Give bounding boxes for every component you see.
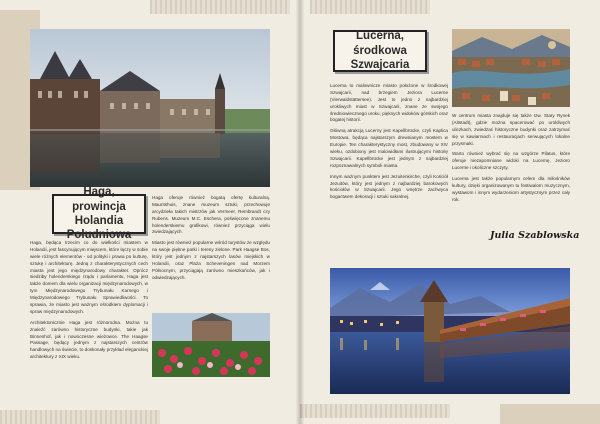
right-page: [300, 0, 600, 424]
lucerne-chapel-bridge-photo: [330, 268, 570, 394]
author-signature: Julia Szablowska: [490, 230, 580, 241]
hague-text-col1: [30, 240, 148, 365]
lucerne-paragraph: Innym ważnym punktem jest Jezuitenkirche, czyli Kościół Jezuitów, który jest jednym z najbardziej barokowych kościołów w Szwajcarii. Jego wnętrze zachwyca bogactwem dekoracji i sztuki sakralnej.: [330, 173, 448, 200]
torn-newsprint-bottom: [0, 410, 160, 424]
lucerne-text-col1: [330, 83, 448, 205]
hague-title-line2: Holandia Południowa: [66, 215, 132, 242]
hague-paragraph: Miasto jest również popularne wśród turystów ze względu na swoje piękne parki i tereny zielone. Park Haagse Bos, który jest jednym z najstarszych lasów miejskich w Holandii, oraz Plaża Scheveningen nad Morzem Północnym, przyciągają zarówno mieszkańców, jak i odwiedzających.: [152, 240, 270, 280]
lucerne-text-col2: [452, 113, 570, 208]
lucerne-title: [333, 30, 427, 72]
hague-title-line1: Haga, prowincja: [72, 186, 126, 213]
hague-paragraph: Haga oferuje również bogatą ofertę kulturalną. Mauritshuis, znane muzeum sztuki, przechowuje arcydzieła takich mistrzów jak Vermeer, Rembrandt czy Rubens. Muzeum M.C. Eschera, poświęcone znanemu holenderskiemu grafikowi, również przyciąga wielu zwiedzających.: [152, 195, 270, 235]
lucerne-paragraph: Główną atrakcją Lucerny jest Kapellbrücke, czyli Kaplica Mostowa, będąca najstarszym drewnianym mostem w Europie. Ten charakterystyczny most, zbudowany w XIV wieku, ozdobiony jest malowidłami ilustrującymi historię Szwajcarii. Kapellbrücke jest jednym z najbardziej rozpoznawalnych symboli miasta.: [330, 128, 448, 168]
lucerne-paragraph: Lucerna jest także popularnym celem dla miłośników kultury, dzięki organizowanym tu festiwalom muzycznym, wystawom i innym wydarzeniom artystycznym przez cały rok.: [452, 176, 570, 202]
lucerne-title-line1: Lucerna, środkowa: [353, 30, 407, 57]
lucerne-paragraph: Warto również wybrać się na wzgórze Pilatus, które oferuje niezapomniane widoki na Lucernę, Jezioro Lucerne i okoliczne szczyty.: [452, 151, 570, 171]
book-spine: [296, 0, 304, 424]
hague-tulips-photo: [152, 313, 270, 377]
torn-newsprint-top: [310, 0, 430, 14]
lucerne-paragraph: Lucerna to malownicze miasto położone w środkowej Szwajcarii, nad brzegiem Jeziora Lucerne (Vierwaldstättersee). Jest to jedno z najbardziej urokliwych miast w Szwajcarii, znane ze swojego średniowiecznego uroku, pięknych widoków górskich oraz bogatej historii.: [330, 83, 448, 123]
lucerne-paragraph: W centrum miasta znajduje się także tzw. Stary Rynek (Altstadt), gdzie można spacerować po urokliwych uliczkach, zwiedzać historyczne budynki oraz zatrzymać się w kawiarniach i restauracjach serwujących lokalne przysmaki.: [452, 113, 570, 146]
hague-title: [52, 186, 146, 242]
hague-paragraph: Architektonicznie Haga jest różnorodna. Można tu znaleźć zarówno historyczne budynki, takie jak Binnenhof, jak i nowoczesne wieżowce. The Haagse Passage, będący jednym z najstarszych centrów handlowych na świecie, to doskonały przykład eleganckiej architektury z XIX wieku.: [30, 319, 148, 360]
torn-paper-bottom: [500, 404, 600, 424]
hague-paragraph: Haga, będąca trzecim co do wielkości miastem w Holandii, jest fascynującym miejscem, które łączy w sobie wiele różnych elementów - od polityki i prawa po kulturę, sztukę i architekturę. Jedną z charakterystycznych cech miasta jest jego międzynarodowy charakter. Oprócz siedziby holenderskiego rządu i parlamentu, Haga jest także domem dla wielu organizacji międzynarodowych, w tym Międzynarodowego Trybunału Karnego i Międzynarodowego Trybunału Sprawiedliwości. To sprawia, że miasto jest ważnym ośrodkiem dyplomacji i spraw międzynarodowych.: [30, 240, 148, 314]
hague-binnenhof-photo: [30, 29, 270, 187]
hague-text-col2: [152, 195, 270, 286]
torn-newsprint-bottom: [300, 404, 450, 418]
lucerne-aerial-photo: [452, 29, 570, 107]
lucerne-title-line2: Szwajcaria: [350, 59, 410, 72]
torn-newsprint-top: [150, 0, 290, 14]
